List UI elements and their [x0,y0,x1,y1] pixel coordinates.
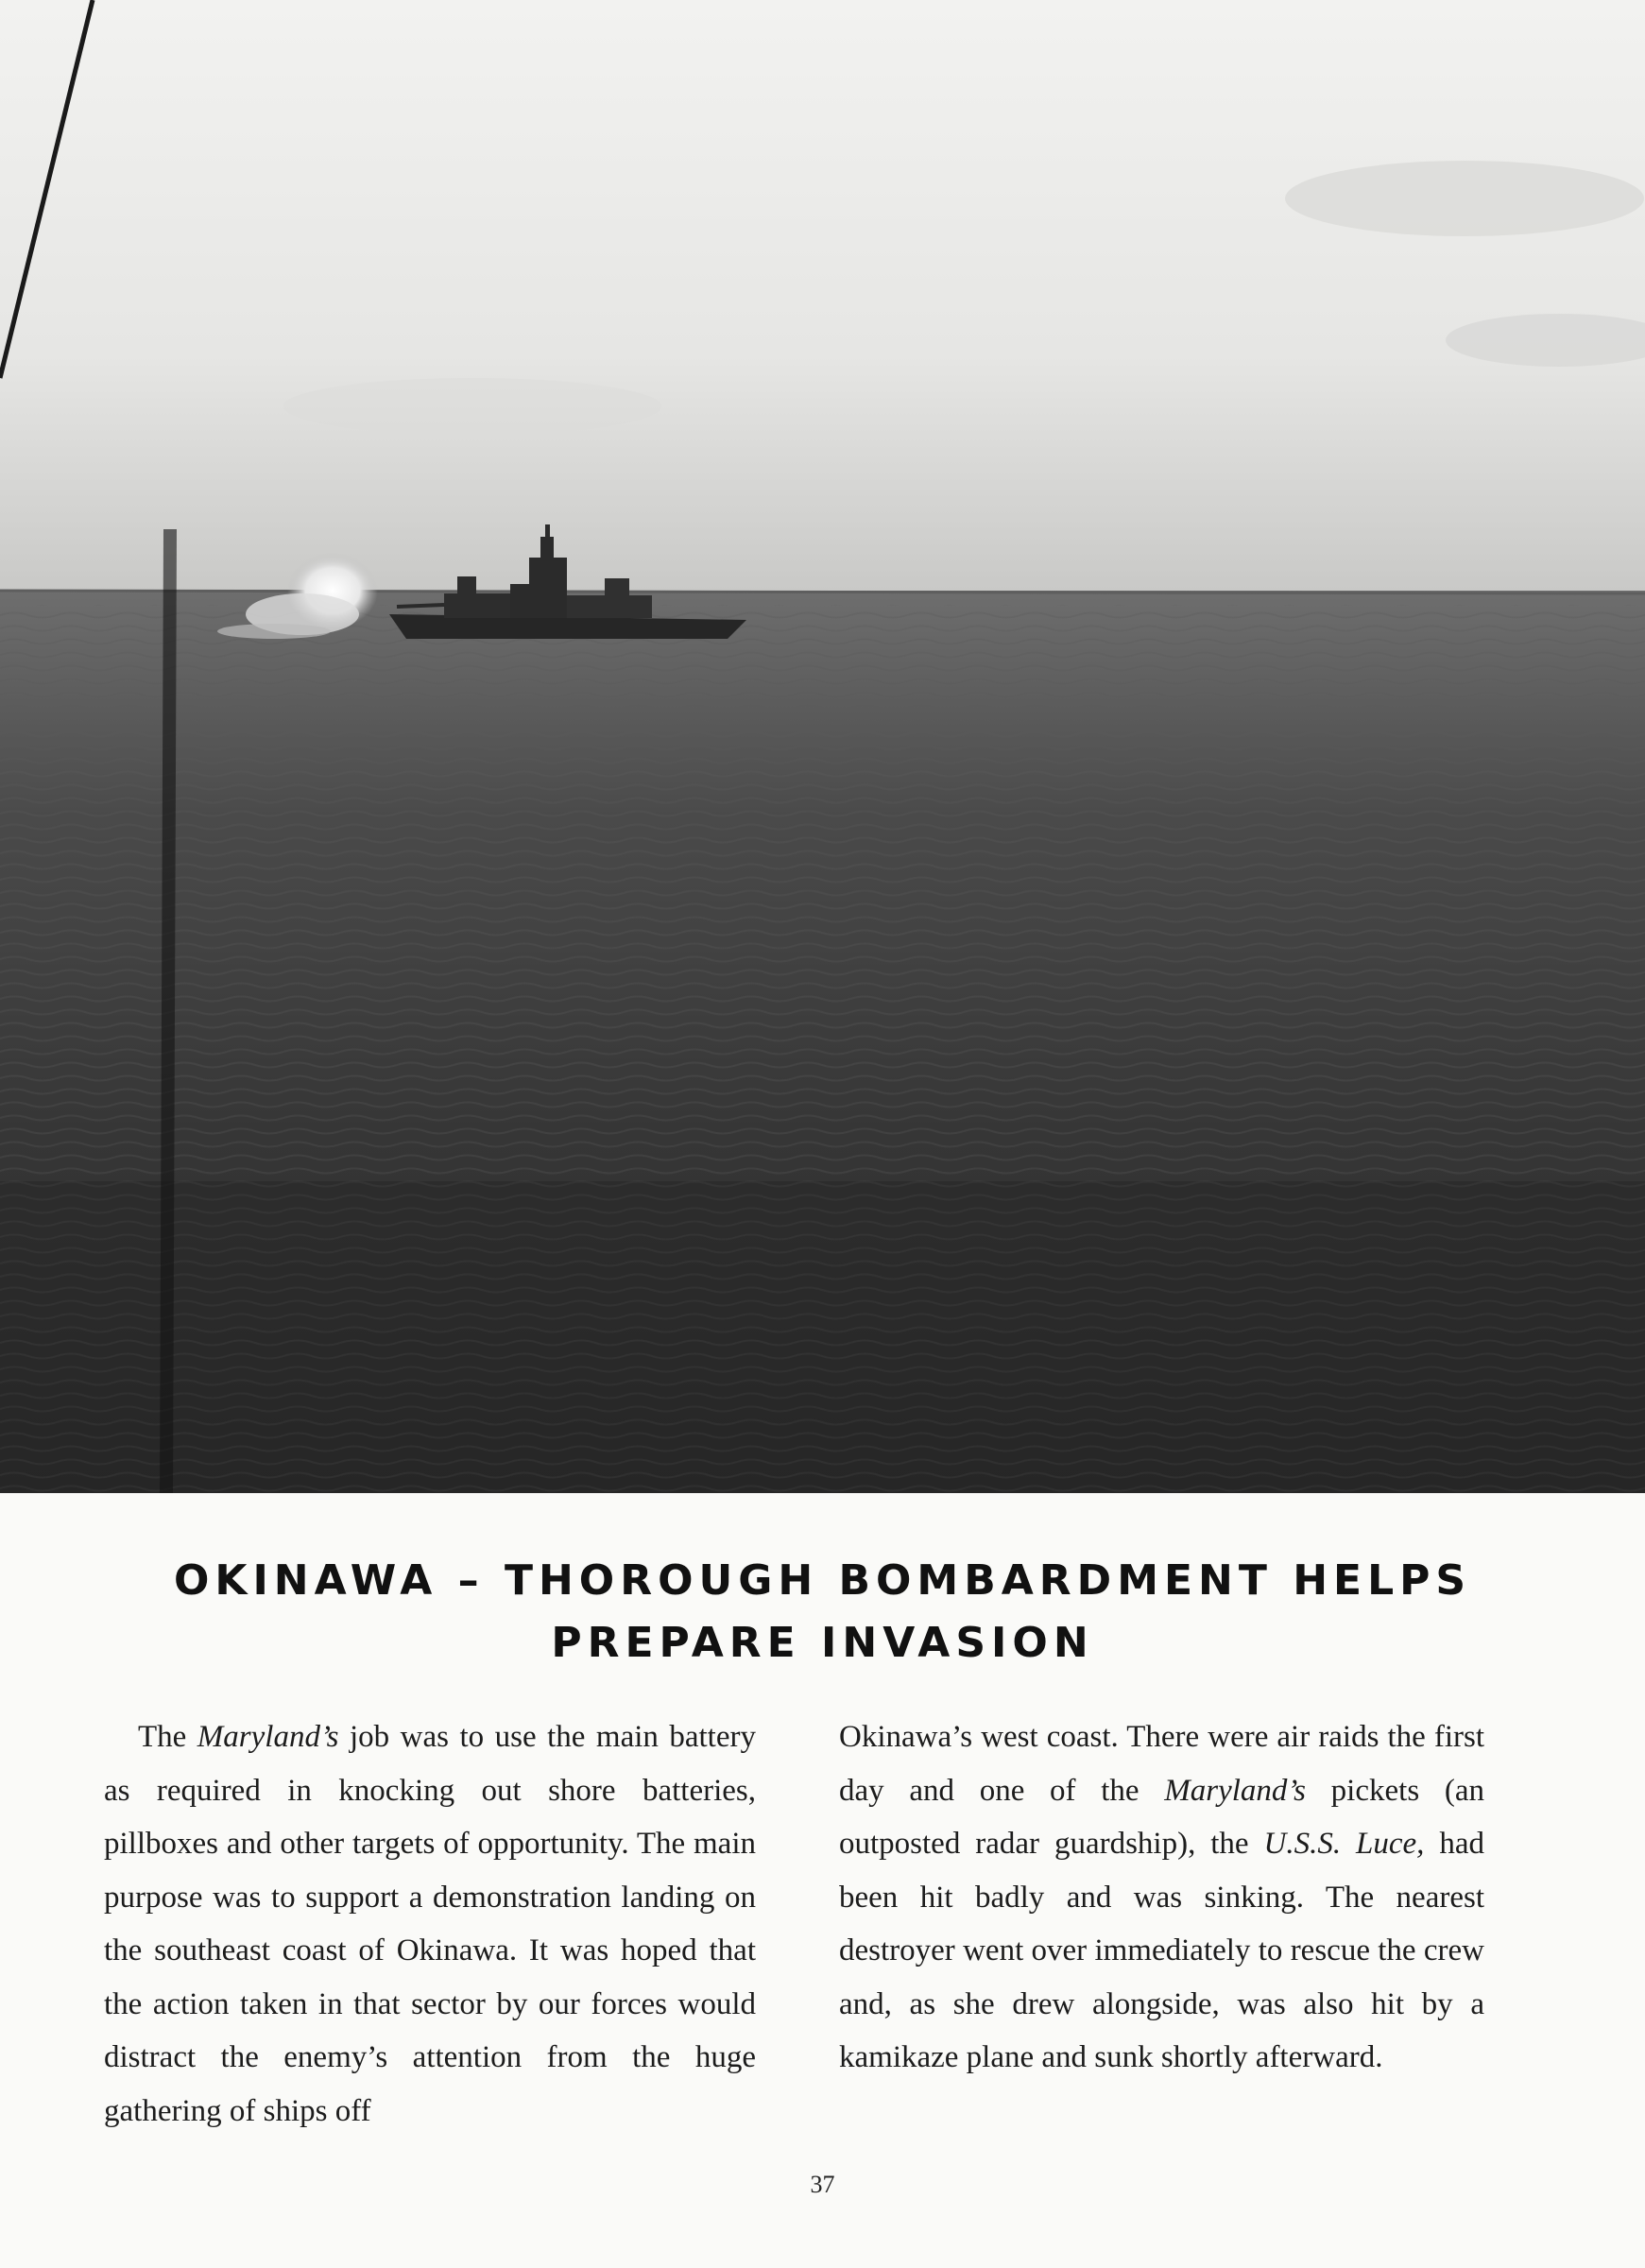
headline-line-1: OKINAWA – THOROUGH BOMBARDMENT HELPS [173,1556,1472,1605]
headline-line-2: PREPARE INVASION [551,1619,1094,1667]
body-text: pickets (an outposted radar guardship), the [839,1773,1484,1861]
body-text: job was to use the main battery as required in knocking out shore batteries, pillboxes and other targets of opportunity. The main purpose was to support a demonstration landing on the southeast coast of Okinawa. It was hoped that the action taken in that sector by our forces would distract the enemy’s attention from the huge gathering of ships off [104,1720,756,2128]
body-column-left [104,1710,756,2138]
page-number: 37 [810,2171,835,2198]
body-text: Okinawa’s west coast. There were air raids the first day and one of the [839,1720,1484,1808]
body-text: had been hit badly and was sinking. The nearest destroyer went over immediately to rescue the crew and, as she drew alongside, was also hit by a kamikaze plane and sunk shortly afterward. [839,1827,1484,2074]
ship-name-italic: U.S.S. Luce, [1263,1827,1425,1861]
headline [94,1550,1551,1675]
body-column-right [839,1710,1484,2085]
ship-name-italic: Maryland’s [197,1720,339,1754]
body-text: The [138,1720,197,1754]
ship-name-italic: Maryland’s [1164,1773,1306,1808]
